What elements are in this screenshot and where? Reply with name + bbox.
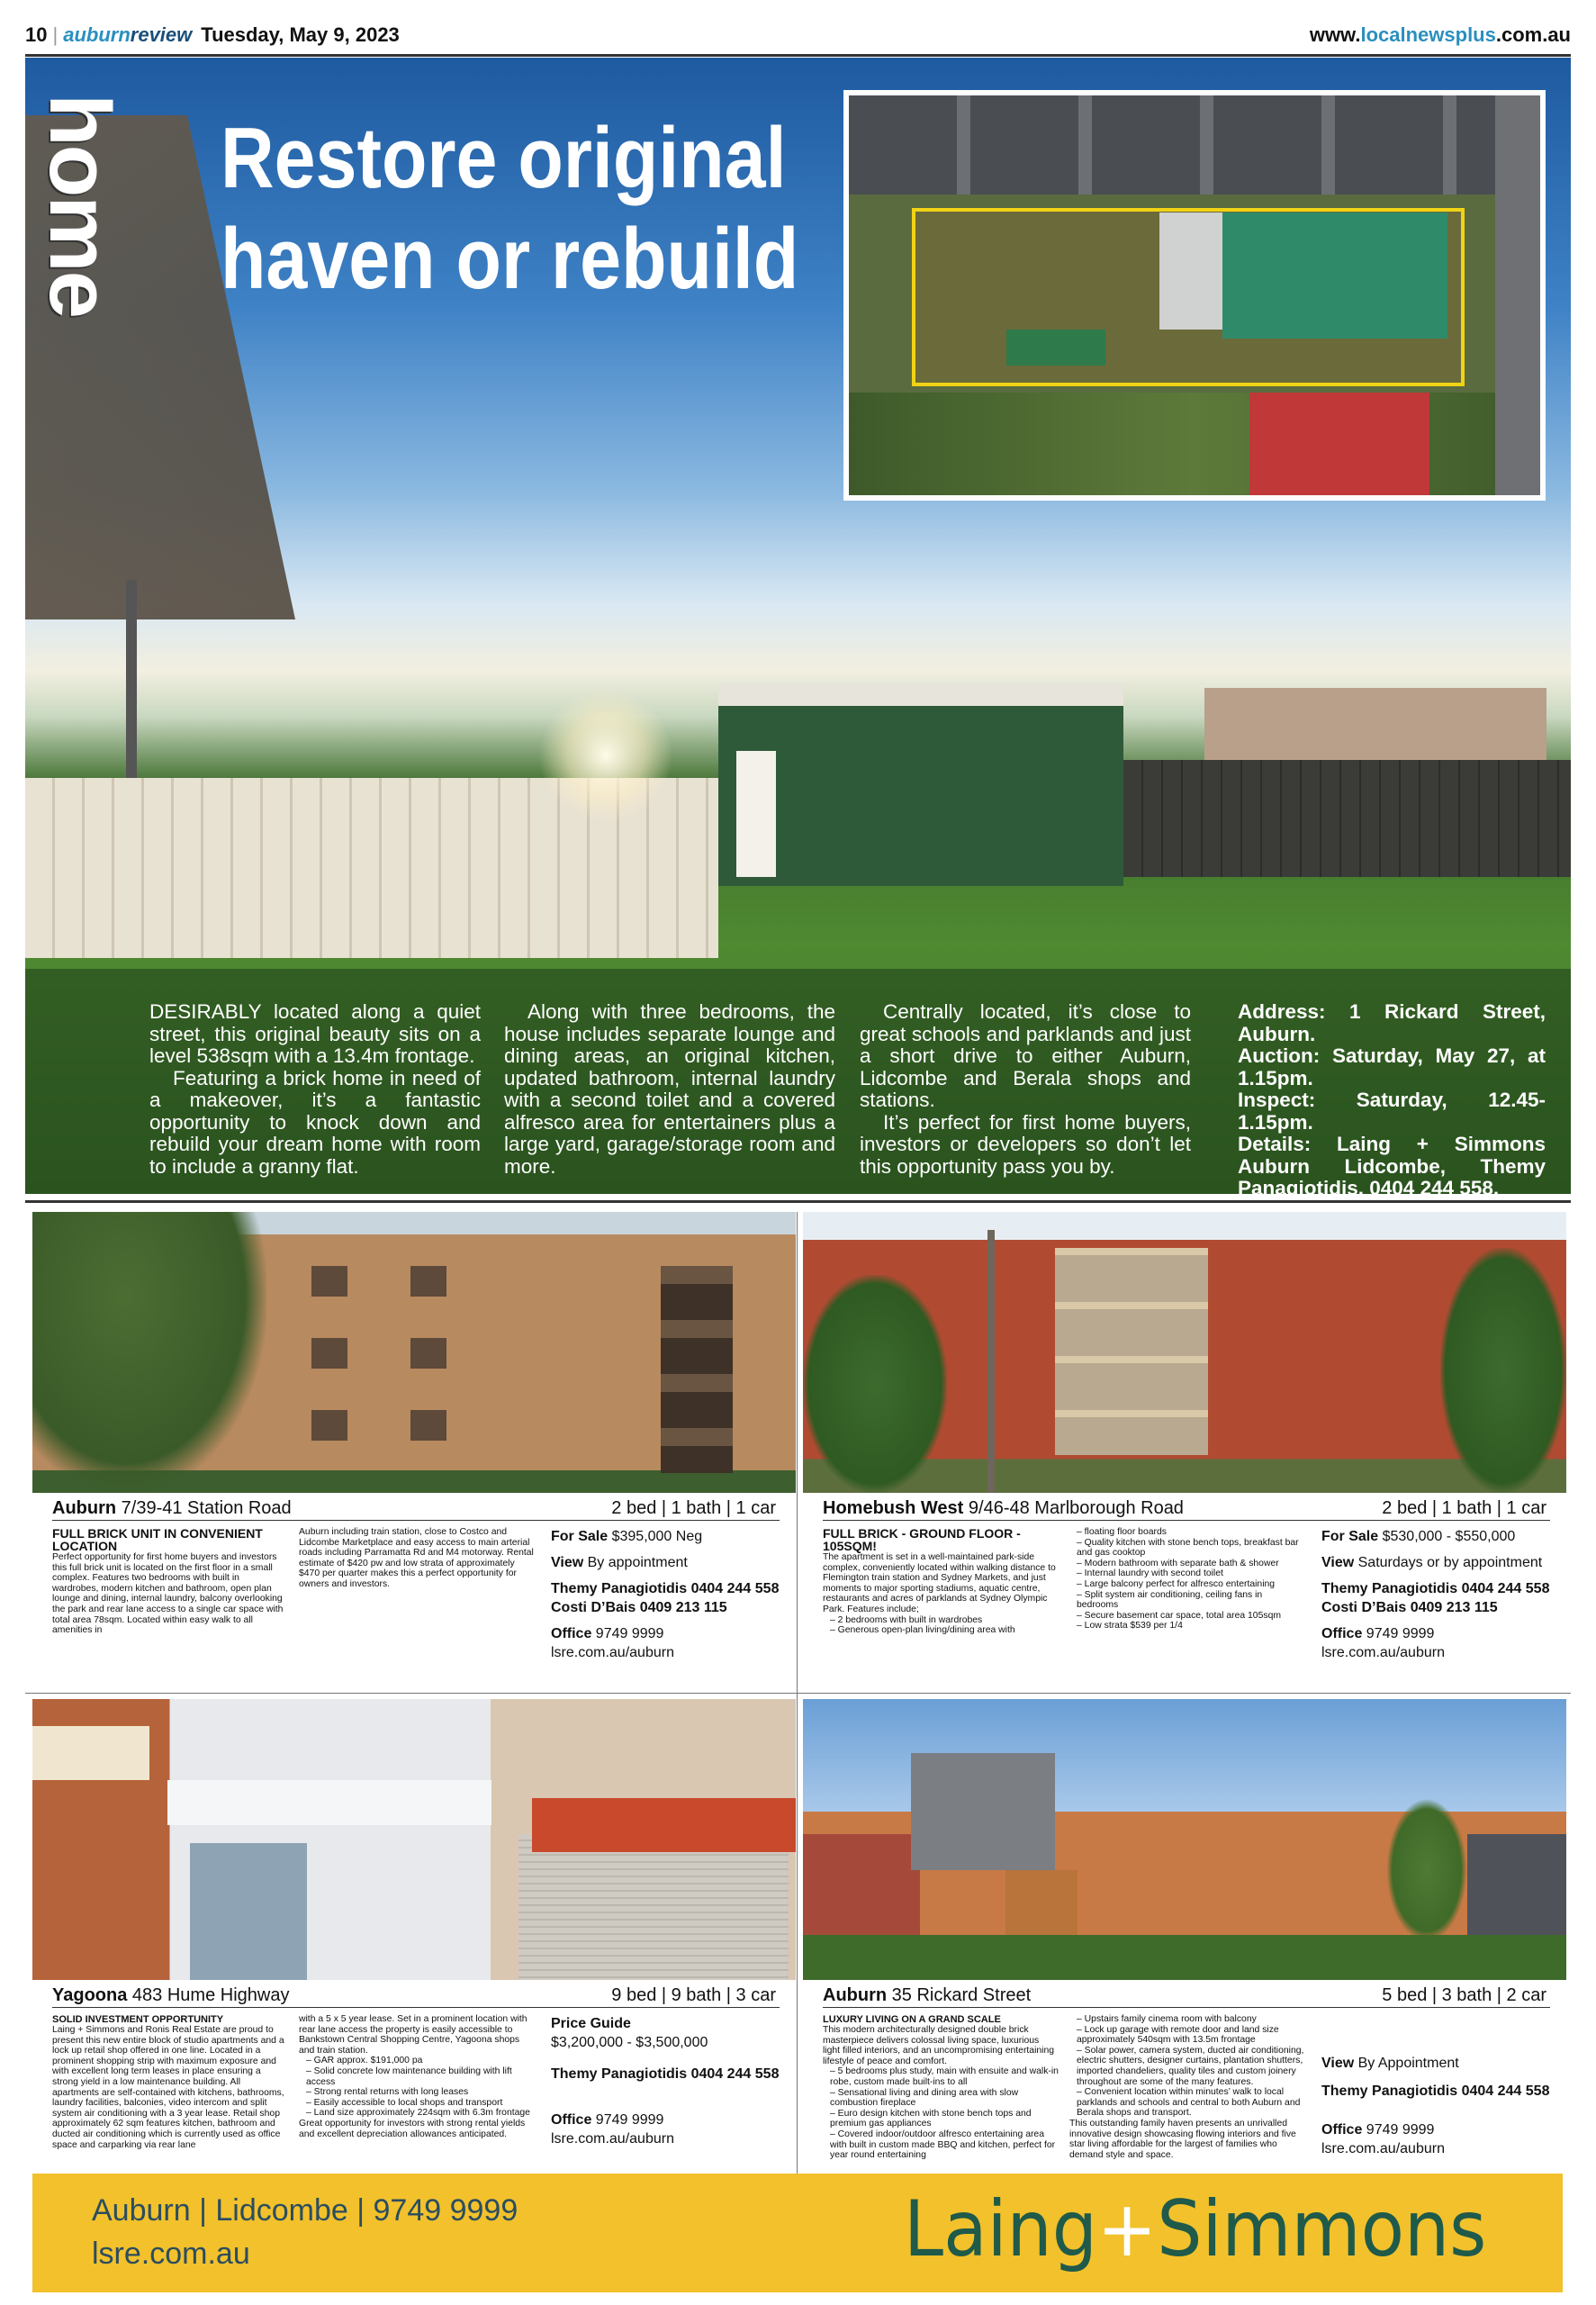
listing-photo [32, 1699, 796, 1980]
photo-awning [532, 1798, 796, 1852]
price-label: Price Guide [551, 2016, 631, 2031]
price-value: $3,200,000 - $3,500,000 [551, 2035, 708, 2050]
url-prefix: www. [1309, 23, 1361, 46]
masthead-auburn: auburn [63, 23, 131, 46]
feature-column-2 [504, 1001, 835, 1178]
listing-web[interactable]: lsre.com.au/auburn [1321, 2141, 1445, 2156]
photo-tree [1386, 1798, 1467, 1942]
headline-line-2: haven or rebuild [221, 211, 799, 307]
photo-neighbour-right [1467, 1834, 1566, 1942]
feature-item: – Euro design kitchen with stone bench tops and premium gas appliances [830, 2109, 1059, 2129]
office-phone: 9749 9999 [1366, 1626, 1435, 1641]
listing-view [551, 1553, 794, 1572]
url-suffix: .com.au [1495, 23, 1571, 46]
vertical-divider [797, 1212, 798, 2183]
price-value: $395,000 Neg [611, 1529, 703, 1544]
photo-window [410, 1410, 446, 1441]
aerial-lower-yards [849, 393, 1540, 501]
feature-item: – 5 bedrooms plus study, main with ensuite and walk-in robe, custom made built-ins to all [830, 2066, 1059, 2087]
feature-item: – Land size approximately 224sqm with 6.3m frontage [306, 2108, 535, 2119]
feature-item: – floating floor boards [1077, 1527, 1305, 1538]
url-highlight: localnewsplus [1360, 23, 1496, 46]
listing-body: Auburn including train station, close to Costco and Lidcombe Marketplace and easy access to main arterial roads including Parramatta Rd and M4 motorway. Rental estimate of $420 pw and low strata of approximately $470 per quarter makes this a perfect opportunity for owners and investors. [299, 1527, 534, 1589]
logo-plus-icon: + [1096, 2184, 1158, 2274]
listing-photo [803, 1212, 1566, 1493]
listing-rule [823, 2007, 1550, 2008]
listing-features: 2 bed | 1 bath | 1 car [1382, 1498, 1546, 1518]
listing-heading [52, 1985, 796, 2012]
agency-website[interactable]: lsre.com.au [92, 2237, 250, 2271]
aerial-road [1495, 95, 1540, 495]
agency-locations-phone: Auburn | Lidcombe | 9749 9999 [92, 2193, 518, 2228]
photo-tree [803, 1275, 947, 1493]
hero-shed [718, 706, 1123, 886]
photo-balconies [1055, 1248, 1208, 1455]
photo-shop-sign [32, 1726, 149, 1780]
listing-web[interactable]: lsre.com.au/auburn [551, 2131, 674, 2147]
feature-item: – 2 bedrooms with built in wardrobes [830, 1615, 1059, 1626]
feature-list [1069, 2014, 1305, 2119]
photo-window [311, 1338, 347, 1369]
issue-date: Tuesday, May 9, 2023 [201, 23, 400, 46]
feature-item: – Convenient location within minutes’ walk to local parklands and schools and central to both Auburn and Berala shops and transport. [1077, 2087, 1305, 2119]
listing-heading [823, 1498, 1566, 1525]
view-value: By Appointment [1357, 2056, 1459, 2071]
listing-features: 2 bed | 1 bath | 1 car [611, 1498, 776, 1518]
listing-body: with a 5 x 5 year lease. Set in a prominent location with rear lane access the property is easily accessible to Bankstown Central Shopping Centre, Yagoona shops and train station. [299, 2014, 527, 2056]
listing-address: 7/39-41 Station Road [121, 1498, 292, 1518]
office-phone: 9749 9999 [1366, 2122, 1435, 2138]
listing-contact [1321, 2014, 1564, 2158]
listing-title: FULL BRICK UNIT IN CONVENIENT LOCATION [52, 1526, 263, 1553]
listing-address: 9/46-48 Marlborough Road [968, 1498, 1184, 1518]
office-phone: 9749 9999 [595, 1626, 664, 1641]
photo-window [410, 1338, 446, 1369]
header-separator: | [52, 23, 59, 46]
listing-description [52, 2014, 288, 2150]
feature-paragraph: Featuring a brick home in need of a makeover, it’s a fantastic opportunity to knock down and rebuild your dream home with room to include a granny flat. [149, 1066, 481, 1178]
listing-view [1321, 2054, 1564, 2073]
feature-item: – Upstairs family cinema room with balcony [1077, 2014, 1305, 2025]
feature-agent-details: Details: Laing + Simmons Auburn Lidcombe, Themy Panagiotidis, 0404 244 558. [1238, 1133, 1546, 1199]
agent-contact: Themy Panagiotidis 0404 244 558 [1321, 2084, 1550, 2099]
listing-body: This modern architecturally designed double brick masterpiece delivers colossal living space, luxurious light filled interiors, and an uncompromising entertaining lifestyle of peace and comfort. [823, 2025, 1055, 2066]
feature-item: – Secure basement car space, total area 105sqm [1077, 1611, 1305, 1622]
view-label: View [1321, 2056, 1355, 2071]
office-phone: 9749 9999 [595, 2112, 664, 2128]
hero-neighbour-house [1204, 688, 1546, 760]
listing-rule [823, 1520, 1550, 1521]
feature-item: – Sensational living and dining area with slow combustion fireplace [830, 2088, 1059, 2109]
feature-item: – Internal laundry with second toilet [1077, 1568, 1305, 1579]
listing-price [1321, 1527, 1564, 1546]
photo-grey-facade [911, 1753, 1055, 1870]
hero-shed-door [736, 751, 776, 877]
agency-banner[interactable] [32, 2174, 1563, 2292]
feature-item: – Solar power, camera system, ducted air conditioning, electric shutters, designer curtains, plantation shutters, imported chandeliers, quality tiles and custom joinery throughout are some of the many features. [1077, 2046, 1305, 2087]
listing-heading [52, 1498, 796, 1525]
listing-address: 483 Hume Highway [131, 1985, 290, 2005]
feature-item: – Generous open-plan living/dining area with [830, 1625, 1059, 1636]
listing-rule [52, 2007, 780, 2008]
feature-item: – Covered indoor/outdoor alfresco entertaining area with built in custom made BBQ and kitchen, perfect for year round entertaining [830, 2129, 1059, 2161]
listing-title: SOLID INVESTMENT OPPORTUNITY [52, 2014, 224, 2025]
page-header [25, 20, 1571, 54]
listing-description-cont [1069, 2014, 1305, 2160]
section-rule [25, 1200, 1571, 1203]
listing-contact [1321, 1527, 1564, 1662]
feature-inspect: Inspect: Saturday, 12.45-1.15pm. [1238, 1089, 1546, 1134]
aerial-grey-roof [1159, 212, 1231, 330]
office-label: Office [1321, 2122, 1363, 2138]
listing-contact [551, 1527, 794, 1662]
logo-word-simmons: Simmons [1157, 2184, 1487, 2274]
section-label-text: home [32, 93, 128, 318]
listing-office [551, 1624, 794, 1643]
feature-paragraph: DESIRABLY located along a quiet street, this original beauty sits on a level 538sqm with a 13.4m frontage. [149, 1000, 481, 1067]
masthead-review: review [130, 23, 193, 46]
listing-contact [551, 2014, 794, 2148]
photo-window [311, 1266, 347, 1297]
photo-window [410, 1266, 446, 1297]
horizontal-divider [25, 1693, 1571, 1694]
header-rule [25, 54, 1571, 57]
section-label [32, 70, 128, 340]
feature-list [299, 2056, 535, 2119]
photo-hedge [803, 1935, 1566, 1980]
photo-tree [32, 1212, 266, 1493]
photo-shutter [518, 1834, 789, 1980]
header-left [25, 23, 400, 47]
view-label: View [1321, 1555, 1355, 1570]
price-label: For Sale [1321, 1529, 1379, 1544]
listing-body: The apartment is set in a well-maintained park-side complex, conveniently located within walking distance to Flemington train station and Sydney Markets, and just moments to major sporting stadiums, aquatic centre, restaurants and acres of parklands at Sydney Olympic Park. Features include; [823, 1552, 1056, 1614]
listing-body: Perfect opportunity for first home buyers and investors this full brick unit is located on the first floor in a small complex. Features two bedrooms with built in wardrobes, modern kitchen and bathroom, open plan lounge and dining, internal laundry, balcony overlooking the park and rear lane access to a single car space with total area 78sqm. Located within easy walk to all amenities in [52, 1552, 284, 1636]
feature-paragraph: Centrally located, it’s close to great schools and parklands and just a short drive to either Auburn, Lidcombe and Berala shops and stations. [860, 1000, 1191, 1111]
feature-item: – Strong rental returns with long leases [306, 2087, 535, 2098]
view-value: Saturdays or by appointment [1357, 1555, 1543, 1570]
photo-shop-band [167, 1780, 491, 1825]
feature-item: – Split system air conditioning, ceiling fans in bedrooms [1077, 1590, 1305, 1611]
aerial-roofs [849, 95, 1540, 194]
feature-item: – Modern bathroom with separate bath & shower [1077, 1559, 1305, 1569]
feature-paragraph: It’s perfect for first home buyers, investors or developers so don’t let this opportunity pass you by. [860, 1110, 1191, 1178]
view-label: View [551, 1555, 584, 1570]
listing-view [1321, 1553, 1564, 1572]
aerial-red-roof [1249, 393, 1429, 501]
feature-item: – Easily accessible to local shops and transport [306, 2098, 535, 2109]
aerial-shed [1006, 330, 1105, 366]
listing-description [823, 2014, 1059, 2161]
listing-suburb: Auburn [52, 1498, 117, 1518]
agency-logo [904, 2184, 1486, 2274]
listing-web[interactable]: lsre.com.au/auburn [551, 1645, 674, 1660]
listing-title: LUXURY LIVING ON A GRAND SCALE [823, 2014, 1001, 2025]
feature-item: – Large balcony perfect for alfresco entertaining [1077, 1579, 1305, 1590]
agent-contact: Themy Panagiotidis 0404 244 558 [551, 1581, 780, 1596]
feature-column-1 [149, 1001, 481, 1178]
feature-address: Address: 1 Rickard Street, Auburn. [1238, 1000, 1546, 1045]
listing-web[interactable]: lsre.com.au/auburn [1321, 1645, 1445, 1660]
listing-suburb: Yagoona [52, 1985, 128, 2005]
listing-description [823, 1527, 1059, 1636]
feature-item: – Quality kitchen with stone bench tops, breakfast bar and gas cooktop [1077, 1538, 1305, 1559]
listing-price [551, 1527, 794, 1546]
agent-contact: Costi D’Bais 0409 213 115 [1321, 1600, 1498, 1615]
feature-paragraph: Along with three bedrooms, the house includes separate lounge and dining areas, an original kitchen, updated bathroom, internal laundry with a second toilet and a covered alfresco area for entertainers plus a large yard, garage/storage room and more. [504, 1000, 835, 1178]
feature-list [1069, 1527, 1305, 1632]
listing-photo [32, 1212, 796, 1493]
listing-body: This outstanding family haven presents an unrivalled innovative design showcasing flowing interiors and five star living affordable for the largest of families who demand style and space. [1069, 2118, 1296, 2160]
listing-suburb: Homebush West [823, 1498, 964, 1518]
view-value: By appointment [587, 1555, 688, 1570]
office-label: Office [551, 2112, 592, 2128]
listing-address: 35 Rickard Street [891, 1985, 1032, 2005]
feature-auction: Auction: Saturday, May 27, at 1.15pm. [1238, 1044, 1546, 1089]
agent-contact: Costi D’Bais 0409 213 115 [551, 1600, 727, 1615]
agent-contact: Themy Panagiotidis 0404 244 558 [551, 2066, 780, 2082]
photo-shopfront [190, 1843, 307, 1980]
hero-right-fence [1123, 760, 1571, 877]
listing-heading [823, 1985, 1566, 2012]
listing-description [52, 1527, 288, 1636]
headline-line-1: Restore original [221, 110, 787, 206]
listing-suburb: Auburn [823, 1985, 888, 2005]
listing-office [1321, 2120, 1564, 2139]
photo-window [311, 1410, 347, 1441]
logo-word-laing: Laing [904, 2184, 1097, 2274]
hero-sun-flare [538, 688, 673, 823]
listing-features: 5 bed | 3 bath | 2 car [1382, 1985, 1546, 2005]
header-url[interactable] [1310, 23, 1571, 47]
price-label: For Sale [551, 1529, 609, 1544]
listing-body: Laing + Simmons and Ronis Real Estate are proud to present this new entire block of studio apartments and a lock up retail shop offered in one line. Located in a prominent shopping strip with maximum exposure and with excellent long term leases in place ensuring a strong yield in a low maintenance building. All apartments are self-contained with kitchens, bathrooms, laundry facilities, balconies, video intercom and split system air conditioning with a 3 year lease. Retail shop approximately 62 sqm features kitchen, bathroom and ducted air conditioning which is currently used as office space and carparking via rear lane [52, 2025, 284, 2150]
feature-column-3 [860, 1001, 1191, 1178]
listing-office [1321, 1624, 1564, 1643]
agent-contact: Themy Panagiotidis 0404 244 558 [1321, 1581, 1550, 1596]
photo-power-pole [987, 1230, 995, 1493]
price-value: $530,000 - $550,000 [1382, 1529, 1516, 1544]
listing-description-cont [299, 1527, 535, 1590]
office-label: Office [551, 1626, 592, 1641]
feature-item: – Lock up garage with remote door and land size approximately 540sqm with 13.5m frontage [1077, 2025, 1305, 2046]
feature-details [1214, 1001, 1546, 1200]
feature-item: – GAR approx. $191,000 pa [306, 2056, 535, 2066]
feature-list [823, 1615, 1059, 1636]
feature-list [823, 2066, 1059, 2160]
photo-neighbour-left [803, 1834, 920, 1942]
aerial-green-roof [1222, 212, 1447, 339]
page-number: 10 [25, 23, 48, 46]
aerial-photo [843, 90, 1546, 501]
photo-balconies [661, 1266, 733, 1473]
listing-office [551, 2111, 794, 2129]
listing-rule [52, 1520, 780, 1521]
photo-tree [1440, 1248, 1566, 1493]
feature-headline [221, 108, 799, 310]
listing-features: 9 bed | 9 bath | 3 car [611, 1985, 776, 2005]
listing-description-cont [1069, 1527, 1305, 1632]
feature-item: – Low strata $539 per 1/4 [1077, 1621, 1305, 1632]
feature-item: – Solid concrete low maintenance building with lift access [306, 2066, 535, 2087]
listing-title: FULL BRICK - GROUND FLOOR - 105SQM! [823, 1526, 1021, 1553]
office-label: Office [1321, 1626, 1363, 1641]
listing-description-cont [299, 2014, 535, 2139]
listing-body: Great opportunity for investors with strong rental yields and excellent depreciation allowances anticipated. [299, 2118, 526, 2139]
listing-photo [803, 1699, 1566, 1980]
